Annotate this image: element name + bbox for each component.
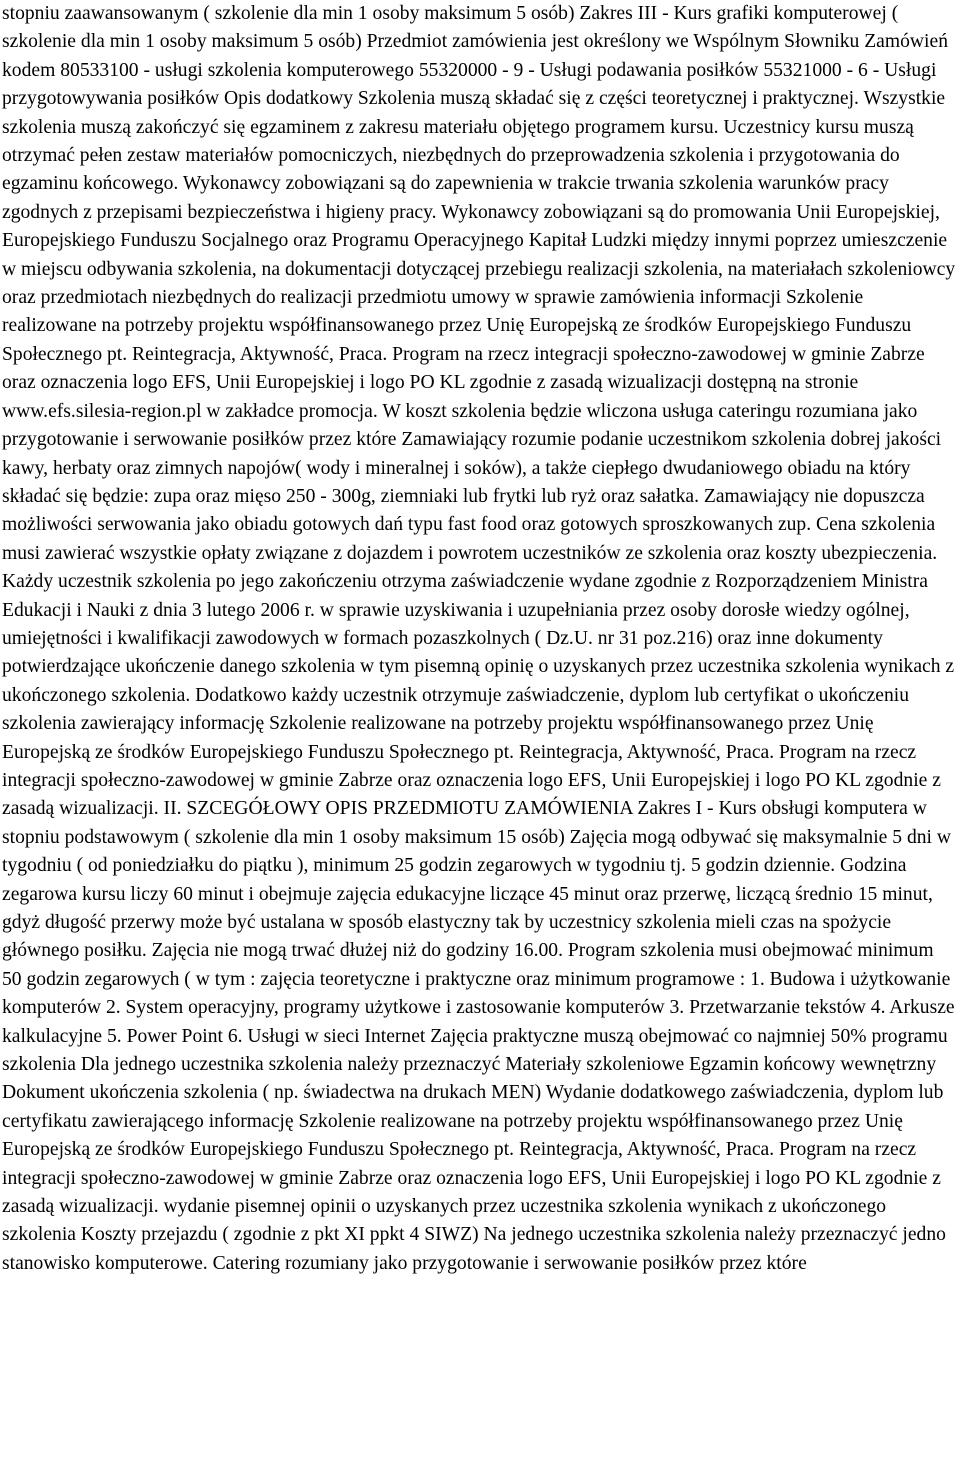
document-body-text: stopniu zaawansowanym ( szkolenie dla min 1 osoby maksimum 5 osób) Zakres III - Kurs grafiki komputerowej ( szkolenie dla min 1 osoby maksimum 5 osób) Przedmiot zamówienia jest określony we Wspólnym Słowniku Zamówień kodem 80533100 - usługi szkolenia komputerowego 55320000 - 9 - Usługi podawania posiłków 55321000 - 6 - Usługi przygotowywania posiłków Opis dodatkowy Szkolenia muszą składać się z części teoretycznej i praktycznej. Wszystkie szkolenia muszą zakończyć się egzaminem z zakresu materiału objętego programem kursu. Uczestnicy kursu muszą otrzymać pełen zestaw materiałów pomocniczych, niezbędnych do przeprowadzenia szkolenia i przygotowania do egzaminu końcowego. Wykonawcy zobowiązani są do zapewnienia w trakcie trwania szkolenia warunków pracy zgodnych z przepisami bezpieczeństwa i higieny pracy. Wykonawcy zobowiązani są do promowania Unii Europejskiej, Europejskiego Funduszu Socjalnego oraz Programu Operacyjnego Kapitał Ludzki między innymi poprzez umieszczenie w miejscu odbywania szkolenia, na dokumentacji dotyczącej przebiegu realizacji szkolenia, na materiałach szkoleniowcy oraz przedmiotach niezbędnych do realizacji przedmiotu umowy w sprawie zamówienia informacji Szkolenie realizowane na potrzeby projektu współfinansowanego przez Unię Europejską ze środków Europejskiego Funduszu Społecznego pt. Reintegracja, Aktywność, Praca. Program na rzecz integracji społeczno-zawodowej w gminie Zabrze oraz oznaczenia logo EFS, Unii Europejskiej i logo PO KL zgodnie z zasadą wizualizacji dostępną na stronie www.efs.silesia-region.pl w zakładce promocja. W koszt szkolenia będzie wliczona usługa cateringu rozumiana jako przygotowanie i serwowanie posiłków przez które Zamawiający rozumie podanie uczestnikom szkolenia dobrej jakości kawy, herbaty oraz zimnych napojów( wody i mineralnej i soków), a także ciepłego dwudaniowego obiadu na który składać się będzie: zupa oraz mięso 250 - 300g, ziemniaki lub frytki lub ryż oraz sałatka. Zamawiający nie dopuszcza możliwości serwowania jako obiadu gotowych dań typu fast food oraz gotowych sproszkowanych zup. Cena szkolenia musi zawierać wszystkie opłaty związane z dojazdem i powrotem uczestników ze szkolenia oraz koszty ubezpieczenia. Każdy uczestnik szkolenia po jego zakończeniu otrzyma zaświadczenie wydane zgodnie z Rozporządzeniem Ministra Edukacji i Nauki z dnia 3 lutego 2006 r. w sprawie uzyskiwania i uzupełniania przez osoby dorosłe wiedzy ogólnej, umiejętności i kwalifikacji zawodowych w formach pozaszkolnych ( Dz.U. nr 31 poz.216) oraz inne dokumenty potwierdzające ukończenie danego szkolenia w tym pisemną opinię o uzyskanych przez uczestnika szkolenia wynikach z ukończonego szkolenia. Dodatkowo każdy uczestnik otrzymuje zaświadczenie, dyplom lub certyfikat o ukończeniu szkolenia zawierający informację Szkolenie realizowane na potrzeby projektu współfinansowanego przez Unię Europejską ze środków Europejskiego Funduszu Społecznego pt. Reintegracja, Aktywność, Praca. Program na rzecz integracji społeczno-zawodowej w gminie Zabrze oraz oznaczenia logo EFS, Unii Europejskiej i logo PO KL zgodnie z zasadą wizualizacji. II. SZCEGÓŁOWY OPIS PRZEDMIOTU ZAMÓWIENIA Zakres I - Kurs obsługi komputera w stopniu podstawowym ( szkolenie dla min 1 osoby maksimum 15 osób) Zajęcia mogą odbywać się maksymalnie 5 dni w tygodniu ( od poniedziałku do piątku ), minimum 25 godzin zegarowych w tygodniu tj. 5 godzin dziennie. Godzina zegarowa kursu liczy 60 minut i obejmuje zajęcia edukacyjne liczące 45 minut oraz przerwę, liczącą średnio 15 minut, gdyż długość przerwy może być ustalana w sposób elastyczny tak by uczestnicy szkolenia mieli czas na spożycie głównego posiłku. Zajęcia nie mogą trwać dłużej niż do godziny 16.00. Program szkolenia musi obejmować minimum 50 godzin zegarowych ( w tym : zajęcia teoretyczne i praktyczne oraz minimum programowe : 1. Budowa i użytkowanie komputerów 2. System operacyjny, programy użytkowe i zastosowanie komputerów 3. Przetwarzanie tekstów 4. Arkusze kalkulacyjne 5. Power Point 6. Usługi w sieci Internet Zajęcia praktyczne muszą obejmować co najmniej 50% programu szkolenia Dla jednego uczestnika szkolenia należy przeznaczyć Materiały szkoleniowe Egzamin końcowy wewnętrzny Dokument ukończenia szkolenia ( np. świadectwa na drukach MEN) Wydanie dodatkowego zaświadczenia, dyplom lub certyfikatu zawierającego informację Szkolenie realizowane na potrzeby projektu współfinansowanego przez Unię Europejską ze środków Europejskiego Funduszu Społecznego pt. Reintegracja, Aktywność, Praca. Program na rzecz integracji społeczno-zawodowej w gminie Zabrze oraz oznaczenia logo EFS, Unii Europejskiej i logo PO KL zgodnie z zasadą wizualizacji. wydanie pisemnej opinii o uzyskanych przez uczestnika szkolenia wynikach z ukończonego szkolenia Koszty przejazdu ( zgodnie z pkt XI ppkt 4 SIWZ) Na jednego uczestnika szkolenia należy przeznaczyć jedno stanowisko komputerowe. Catering rozumiany jako przygotowanie i serwowanie posiłków przez które [2, 3, 956, 1274]
